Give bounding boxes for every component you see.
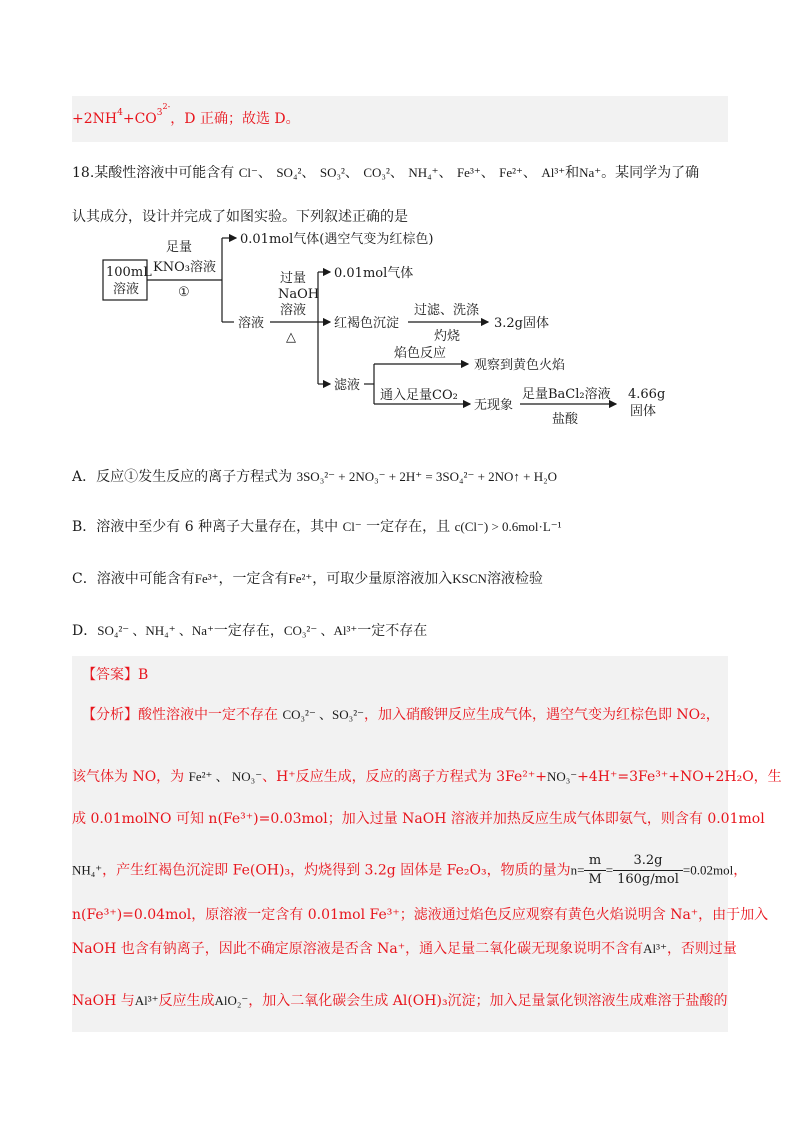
box-line2: 溶液	[113, 282, 140, 297]
fraction-mass-over-molar	[613, 852, 683, 889]
prev-sup-4: 4	[117, 108, 123, 118]
step2-mid: NaOH	[278, 287, 320, 302]
option-c-mid2: ，可取少量原溶液加入	[312, 571, 453, 587]
option-d-mid: 一定存在，	[213, 623, 284, 639]
solid2-bot: 固体	[630, 404, 657, 419]
analysis-label: 【分析】	[82, 707, 138, 723]
prev-sup-3: 3	[156, 108, 163, 118]
question-stem: 18.某酸性溶液中可能含有	[72, 165, 235, 181]
option-a	[72, 466, 557, 486]
option-b-mid: 一定存在，且	[366, 519, 451, 535]
formula-eq: =	[605, 862, 614, 878]
sep: 、	[257, 165, 272, 181]
sep: 、	[389, 165, 404, 181]
filtrate-label: 滤液	[334, 378, 361, 393]
box-line1: 100mL	[106, 265, 152, 280]
analysis-l7c: ，加入二氧化碳会生成 Al(OH)₃沉淀；加入足量氯化钡溶液生成难溶于盐酸的	[248, 993, 728, 1009]
sep: 、	[522, 165, 537, 181]
analysis-l7-al: Al³⁺	[134, 993, 159, 1008]
sep: 、	[438, 165, 453, 181]
option-a-label: A．反应①发生反应的离子方程式为	[72, 469, 293, 485]
frac-den: 160g/mol	[617, 872, 679, 887]
gas2-label: 0.01mol气体	[334, 266, 414, 281]
option-c-mid: ，一定含有	[218, 571, 289, 587]
prev-end: ，D 正确；故选 D。	[170, 111, 300, 127]
analysis-line1	[82, 704, 720, 724]
heat-symbol: △	[286, 330, 296, 345]
analysis-line2	[72, 766, 782, 786]
option-d-ions1: SO₄²⁻ 、NH₄⁺ 、Na⁺	[97, 623, 214, 638]
prev-text-1: +2NH	[72, 111, 118, 127]
conj-he: 和	[565, 165, 580, 181]
option-b-label: B．溶液中至少有 6 种离子大量存在，其中	[72, 519, 339, 535]
analysis-l2c: +4H⁺=3Fe³⁺+NO+2H₂O，生	[577, 769, 782, 785]
option-d	[72, 620, 427, 640]
option-a-equation: 3SO₃²⁻ + 2NO₃⁻ + 2H⁺ = 3SO₄²⁻ + 2NO↑ + H₂O	[296, 469, 558, 484]
option-b-cl: Cl⁻	[342, 519, 362, 534]
sep: 、	[344, 165, 359, 181]
option-c-kscn: KSCN	[452, 571, 487, 586]
solution-label: 溶液	[238, 316, 265, 331]
analysis-l4a: ，产生红褐色沉淀即 Fe(OH)₃，灼烧得到 3.2g 固体是 Fe₂O₃，物质的量为	[102, 862, 571, 879]
ion-co3: CO₃²	[363, 165, 390, 180]
flame-result-label: 观察到黄色火焰	[474, 358, 566, 373]
solid1-label: 3.2g固体	[494, 316, 549, 331]
prev-sup-charge: 2-	[162, 102, 171, 111]
analysis-l2a: 该气体为 NO，为	[72, 769, 185, 785]
ion-so4: SO₄²	[276, 165, 302, 180]
option-c	[72, 568, 543, 588]
gas1-label: 0.01mol气体(遇空气变为红棕色)	[240, 232, 434, 247]
analysis-l4-nh4: NH₄⁺	[72, 862, 103, 878]
step1-reagent: KNO₃溶液	[153, 260, 216, 275]
option-d-label: D．	[72, 623, 98, 639]
option-c-fe2: Fe²⁺	[288, 571, 313, 586]
analysis-line4	[72, 852, 747, 889]
prev-text-2: +CO	[122, 111, 157, 127]
formula-n: n=	[570, 862, 585, 878]
analysis-l1b: ，加入硝酸钾反应生成气体，遇空气变为红棕色即 NO₂，	[363, 707, 720, 723]
ion-cl: Cl⁻	[238, 165, 258, 180]
formula-result: =0.02mol	[682, 862, 734, 878]
ion-fe3: Fe³⁺	[456, 165, 481, 180]
analysis-line5: n(Fe³⁺)=0.04mol，原溶液一定含有 0.01mol Fe³⁺；滤液通过焰色反应观察有黄色火焰说明含 Na⁺，由于加入	[72, 907, 769, 923]
analysis-l1a: 酸性溶液中一定不存在	[138, 707, 278, 723]
answer-label: 【答案】B	[82, 667, 149, 683]
bacl2-label: 足量BaCl₂溶液	[522, 387, 611, 402]
option-d-ions2: CO₃²⁻ 、Al³⁺	[283, 623, 358, 638]
ion-al3: Al³⁺	[541, 165, 566, 180]
step2-bot: 溶液	[280, 303, 307, 318]
option-c-tail: 溶液检验	[486, 571, 543, 587]
experiment-flow-diagram	[0, 226, 800, 426]
analysis-l4-end: ，	[733, 862, 748, 879]
option-c-label: C．溶液中可能含有	[72, 571, 195, 587]
analysis-l6b: ，否则过量	[666, 941, 737, 957]
ion-so3: SO₃²	[319, 165, 345, 180]
question-tail: 。某同学为了确	[601, 165, 700, 181]
ion-fe2: Fe²⁺	[499, 165, 523, 180]
analysis-l2-ions: Fe²⁺ 、 NO₃⁻	[188, 769, 263, 784]
frac-m: m	[584, 852, 605, 871]
co2-label: 通入足量CO₂	[380, 388, 458, 403]
ion-nh4: NH₄⁺	[408, 165, 439, 180]
question-18-line1	[72, 162, 699, 182]
ion-na: Na⁺	[579, 165, 602, 180]
sep: 、	[301, 165, 316, 181]
previous-answer-tail	[72, 102, 300, 128]
solid2-top: 4.66g	[628, 387, 666, 402]
step1-number: ①	[178, 285, 190, 300]
analysis-l7a: NaOH 与	[72, 993, 135, 1009]
option-c-fe3: Fe³⁺	[194, 571, 219, 586]
step1-top: 足量	[166, 240, 193, 255]
frac-M: M	[588, 872, 602, 887]
analysis-l1-ions: CO₃²⁻ 、SO₃²⁻	[282, 707, 364, 722]
analysis-l6a: NaOH 也含有钠离子，因此不确定原溶液是否含 Na⁺，通入足量二氧化碳无现象说明不含有	[72, 941, 644, 957]
analysis-l2b: 、H⁺反应生成，反应的离子方程式为 3Fe²⁺+	[262, 769, 547, 785]
option-b-inequality: c(Cl⁻) > 0.6mol·L⁻¹	[454, 519, 562, 534]
option-d-tail: 一定不存在	[357, 623, 428, 639]
burn-label: 灼烧	[434, 329, 461, 344]
hcl-label: 盐酸	[552, 412, 579, 426]
precipitate-label: 红褐色沉淀	[334, 316, 400, 331]
analysis-line7	[72, 990, 728, 1010]
fraction-m-over-M	[584, 852, 605, 889]
frac-num: 3.2g	[613, 852, 683, 871]
analysis-line6	[72, 938, 737, 958]
filter-wash-label: 过滤、洗涤	[414, 303, 480, 318]
sep: 、	[480, 165, 495, 181]
analysis-l2-no3: NO₃⁻	[547, 769, 578, 784]
no-change-label: 无现象	[474, 398, 514, 413]
analysis-line3: 成 0.01molNO 可知 n(Fe³⁺)=0.03mol；加入过量 NaOH 溶液并加热反应生成气体即氨气，则含有 0.01mol	[72, 811, 765, 827]
question-18-line2: 认其成分，设计并完成了如图实验。下列叙述正确的是	[72, 209, 408, 225]
analysis-l7-alo2: AlO₂⁻	[214, 993, 249, 1008]
flame-test-label: 焰色反应	[394, 346, 447, 361]
analysis-l7b: 反应生成	[158, 993, 215, 1009]
analysis-l6-al: Al³⁺	[643, 941, 667, 956]
step2-top: 过量	[280, 271, 307, 286]
option-b	[72, 516, 562, 536]
